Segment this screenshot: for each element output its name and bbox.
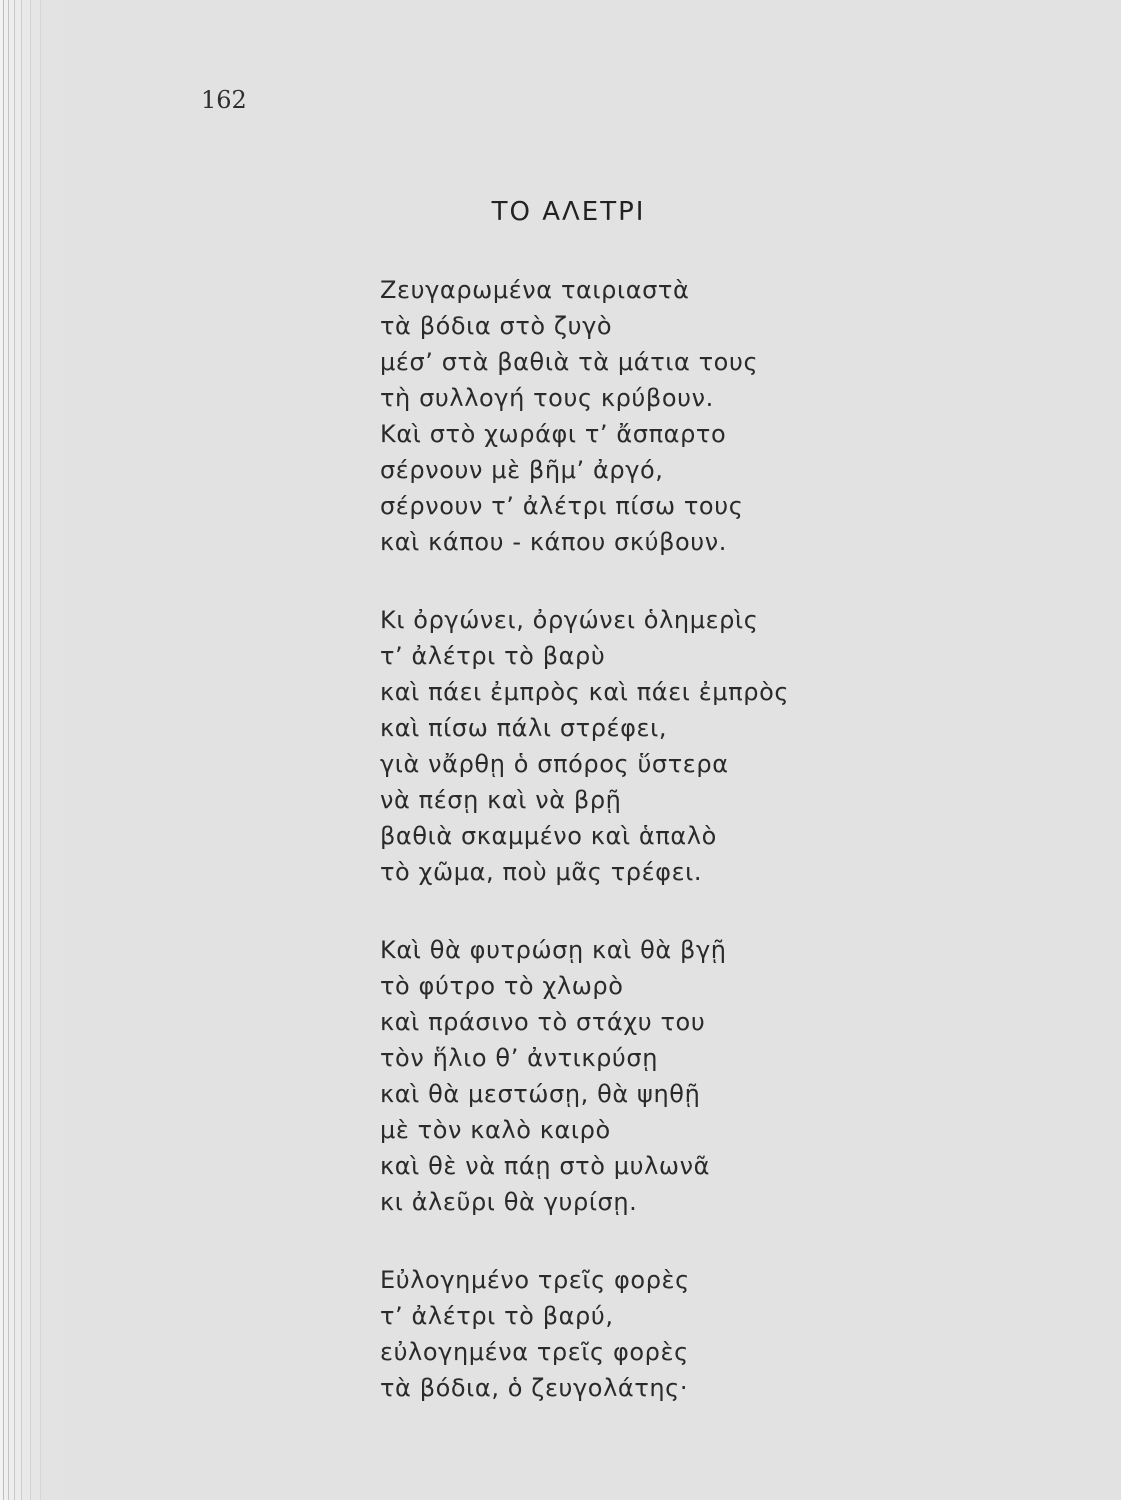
verse-line: καὶ πίσω πάλι στρέφει,: [380, 714, 668, 742]
verse-line: καὶ θὰ μεστώσῃ, θὰ ψηθῇ: [380, 1080, 701, 1108]
verse-line: καὶ πάει ἐμπρὸς καὶ πάει ἐμπρὸς: [380, 678, 790, 706]
stanza-3: [380, 932, 920, 1220]
verse-line: τὸ φύτρο τὸ χλωρὸ: [380, 972, 624, 1000]
verse-line: εὐλογημένα τρεῖς φορὲς: [380, 1338, 689, 1366]
verse-line: Ζευγαρωμένα ταιριαστὰ: [380, 276, 690, 304]
verse-line: τὸ χῶμα, ποὺ μᾶς τρέφει.: [380, 858, 703, 886]
verse-line: τ’ ἀλέτρι τὸ βαρύ,: [380, 1302, 614, 1330]
verse-line: σέρνουν μὲ βῆμ’ ἀργό,: [380, 456, 664, 484]
verse-line: μὲ τὸν καλὸ καιρὸ: [380, 1116, 611, 1144]
verse-line: νὰ πέσῃ καὶ νὰ βρῇ: [380, 786, 622, 814]
verse-line: Καὶ θὰ φυτρώσῃ καὶ θὰ βγῇ: [380, 936, 727, 964]
poem-body: [380, 272, 920, 1448]
verse-line: Εὐλογημένο τρεῖς φορὲς: [380, 1266, 690, 1294]
verse-line: καὶ κάπου - κάπου σκύβουν.: [380, 528, 727, 556]
verse-line: Καὶ στὸ χωράφι τ’ ἄσπαρτο: [380, 420, 727, 448]
stanza-4: [380, 1262, 920, 1406]
page-number: 162: [201, 86, 247, 114]
verse-line: Κι ὀργώνει, ὀργώνει ὁλημερὶς: [380, 606, 759, 634]
verse-line: κι ἀλεῦρι θὰ γυρίσῃ.: [380, 1188, 638, 1216]
verse-line: βαθιὰ σκαμμένο καὶ ἁπαλὸ: [380, 822, 717, 850]
poem-title: ΤΟ ΑΛΕΤΡΙ: [491, 197, 646, 227]
verse-line: μέσ’ στὰ βαθιὰ τὰ μάτια τους: [380, 348, 759, 376]
verse-line: καὶ πράσινο τὸ στάχυ του: [380, 1008, 706, 1036]
verse-line: τὸν ἥλιο θ’ ἀντικρύσῃ: [380, 1044, 659, 1072]
verse-line: καὶ θὲ νὰ πάῃ στὸ μυλωνᾶ: [380, 1152, 711, 1180]
verse-line: τ’ ἀλέτρι τὸ βαρὺ: [380, 642, 606, 670]
stanza-2: [380, 602, 920, 890]
stanza-1: [380, 272, 920, 560]
verse-line: σέρνουν τ’ ἀλέτρι πίσω τους: [380, 492, 744, 520]
verse-line: τὰ βόδια, ὁ ζευγολάτης·: [380, 1374, 689, 1402]
verse-line: τὴ συλλογή τους κρύβουν.: [380, 384, 714, 412]
verse-line: γιὰ νἄρθῃ ὁ σπόρος ὕστερα: [380, 750, 729, 778]
verse-line: τὰ βόδια στὸ ζυγὸ: [380, 312, 613, 340]
